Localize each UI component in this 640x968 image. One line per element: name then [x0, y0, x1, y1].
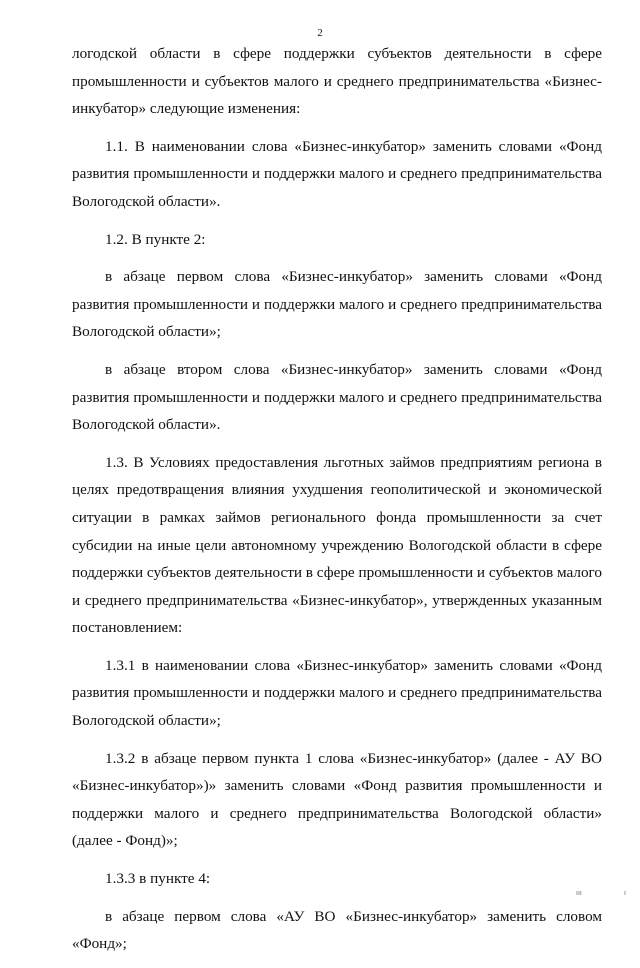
paragraph-item-1-3-3-first: в абзаце первом слова «АУ ВО «Бизнес-инкубатор» заменить словом «Фонд»; — [72, 907, 602, 953]
paragraph-continuation: логодской области в сфере поддержки субъектов деятельности в сфере промышленности и субъектов малого и среднего предпринимательства «Бизнес-инкубатор» следующие изменения: — [72, 45, 602, 118]
paragraph-item-1-3: 1.3. В Условиях предоставления льготных займов предприятиям региона в целях предотвращения влияния ухудшения геополитической и экономической ситуации в рамках займов регионального фонда промышленности за счет субсидии на иные цели автономному учреждению Вологодской области в сфере поддержки субъектов деятельности в сфере промышленности и субъектов малого и среднего предпринимательства «Бизнес-инкубатор», утвержденных указанным постановлением: — [72, 453, 602, 637]
paragraph-item-1-3-1: 1.3.1 в наименовании слова «Бизнес-инкубатор» заменить словами «Фонд развития промышленности и поддержки малого и среднего предпринимательства Вологодской области»; — [72, 656, 602, 730]
paragraph-item-1-2-second: в абзаце втором слова «Бизнес-инкубатор» заменить словами «Фонд развития промышленности и поддержки малого и среднего предпринимательства Вологодской области». — [72, 360, 602, 434]
paragraph-item-1-3-3: 1.3.3 в пункте 4: — [105, 870, 211, 888]
footer-mark-right: ı — [624, 890, 626, 897]
paragraph-item-1-3-2: 1.3.2 в абзаце первом пункта 1 слова «Бизнес-инкубатор» (далее - АУ ВО «Бизнес-инкубатор»)» заменить словами «Фонд развития промышленности и поддержки малого и среднего предпринимательства Вологодской области» (далее - Фонд)»; — [72, 749, 602, 850]
paragraph-item-1-2: 1.2. В пункте 2: — [105, 230, 206, 248]
paragraph-item-1-2-first: в абзаце первом слова «Бизнес-инкубатор» заменить словами «Фонд развития промышленности и поддержки малого и среднего предпринимательства Вологодской области»; — [72, 268, 602, 341]
document-body — [72, 40, 602, 968]
paragraph-item-1-1: 1.1. В наименовании слова «Бизнес-инкубатор» заменить словами «Фонд развития промышленности и поддержки малого и среднего предпринимательства Вологодской области». — [72, 137, 602, 210]
footer-mark-left: ııı — [576, 890, 582, 897]
footer-marks — [0, 890, 640, 902]
page-number: 2 — [317, 27, 323, 39]
